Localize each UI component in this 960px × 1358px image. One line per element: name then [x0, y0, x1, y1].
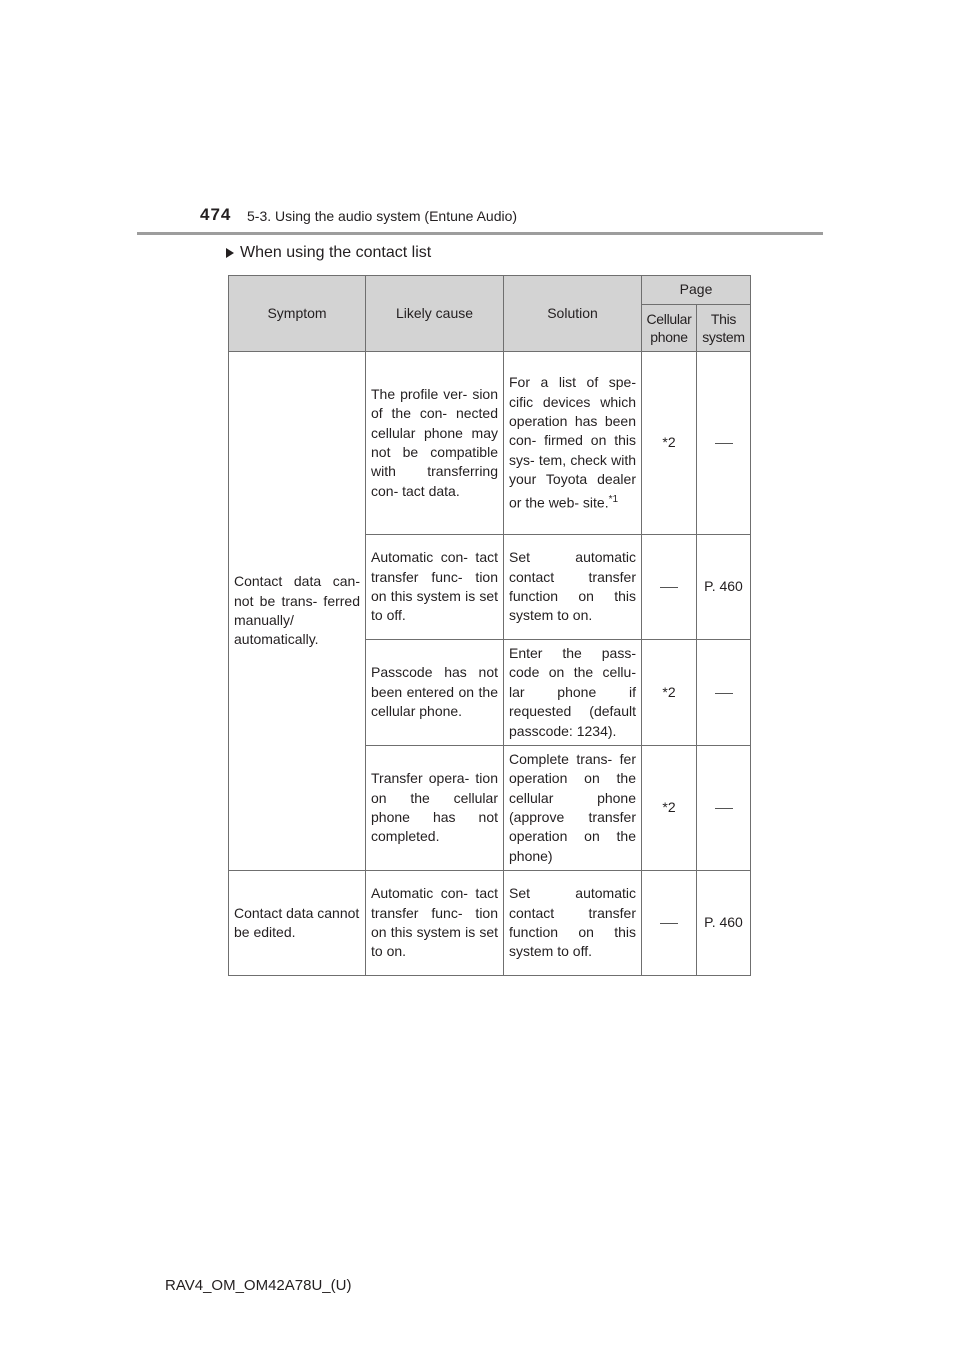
troubleshooting-table: [228, 275, 751, 976]
header-rule: [137, 232, 823, 235]
cause-cell: The profile ver- sion of the con- nected cellular phone may not be compatible with transferring con- tact data.: [366, 352, 504, 535]
solution-cell: Set automatic contact transfer function on this system to on.: [504, 535, 642, 640]
footnote-ref: *2: [662, 434, 676, 451]
dash-icon: [660, 587, 678, 588]
cause-cell: Automatic con- tact transfer func- tion on this system is set to off.: [366, 535, 504, 640]
running-head: 5-3. Using the audio system (Entune Audio): [247, 208, 518, 224]
cellular-phone-cell: [642, 746, 697, 871]
dash-icon: [715, 443, 733, 444]
solution-cell: [504, 352, 642, 535]
document-code: RAV4_OM_OM42A78U_(U): [165, 1277, 352, 1294]
cellular-phone-cell: [642, 640, 697, 746]
this-system-cell: P. 460: [697, 871, 751, 976]
solution-cell: Complete trans- fer operation on the cellular phone (approve transfer operation on the phone): [504, 746, 642, 871]
symptom-cell: Contact data cannot be edited.: [229, 871, 366, 976]
footnote-ref: *1: [608, 493, 619, 505]
section-heading-text: When using the contact list: [240, 244, 432, 261]
cellular-phone-cell: [642, 871, 697, 976]
column-header-symptom: Symptom: [229, 276, 366, 352]
cellular-phone-cell: [642, 352, 697, 535]
dash-icon: [715, 808, 733, 809]
solution-cell: Enter the pass- code on the cellu- lar phone if requested (default passcode: 1234).: [504, 640, 642, 746]
solution-text: For a list of spe- cific devices which operation has been con- firmed on this sys- tem, check with your Toyota dealer or the web- site.: [509, 374, 636, 511]
column-header-solution: Solution: [504, 276, 642, 352]
footnote-ref: *2: [662, 683, 676, 700]
dash-icon: [660, 923, 678, 924]
column-header-likely-cause: Likely cause: [366, 276, 504, 352]
footnote-ref: *2: [662, 799, 676, 816]
page-number: 474: [200, 205, 232, 224]
cause-cell: Passcode has not been entered on the cellular phone.: [366, 640, 504, 746]
column-header-page: Page: [642, 276, 751, 305]
this-system-cell: [697, 746, 751, 871]
symptom-cell: Contact data can- not be trans- ferred manually/ automatically.: [229, 352, 366, 871]
triangle-bullet-icon: [226, 248, 234, 258]
column-header-cellular-phone: Cellular phone: [642, 305, 697, 352]
section-heading: [226, 244, 431, 262]
this-system-cell: [697, 352, 751, 535]
dash-icon: [715, 693, 733, 694]
cause-cell: Transfer opera- tion on the cellular phone has not completed.: [366, 746, 504, 871]
table-row: [229, 352, 751, 535]
column-header-this-system: This system: [697, 305, 751, 352]
this-system-cell: [697, 640, 751, 746]
table-row: [229, 871, 751, 976]
cellular-phone-cell: [642, 535, 697, 640]
cause-cell: Automatic con- tact transfer func- tion on this system is set to on.: [366, 871, 504, 976]
solution-cell: Set automatic contact transfer function on this system to off.: [504, 871, 642, 976]
this-system-cell: P. 460: [697, 535, 751, 640]
